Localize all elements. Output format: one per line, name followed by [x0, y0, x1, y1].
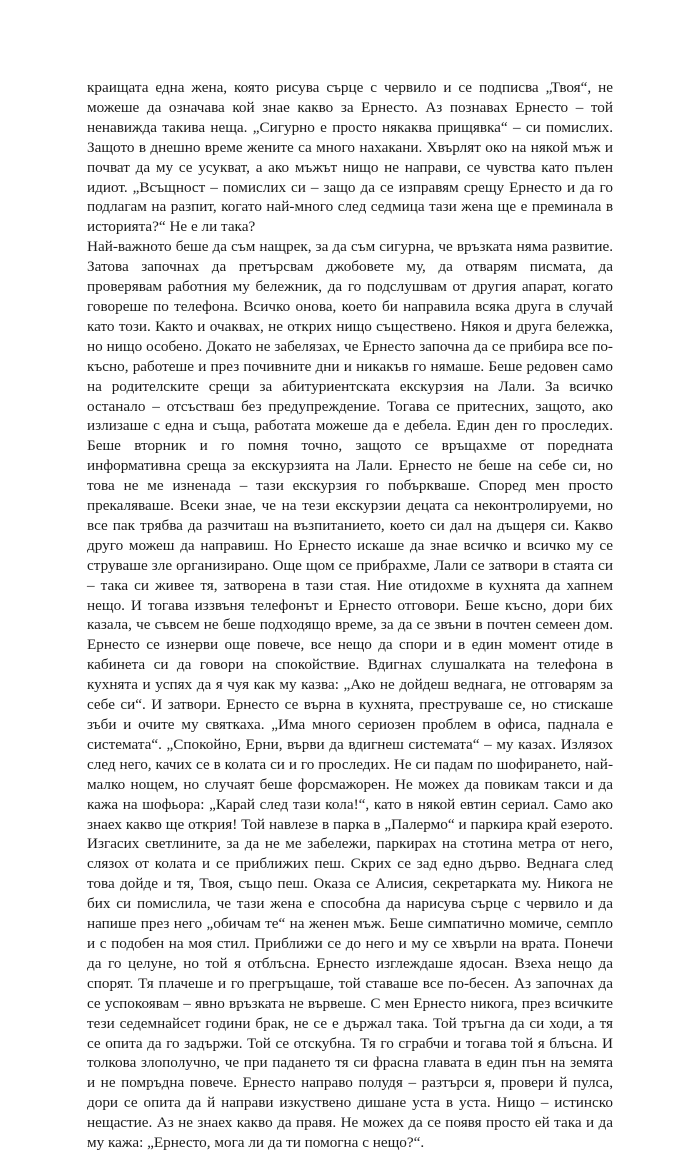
paragraph-1: краищата една жена, която рисува сърце с червило и се подписва „Твоя“, не можеше да означава кой знае какво за Ернесто. Аз познавах Ернесто – той ненавижда такива неща. „Сигурно е просто някаква прищявка“ – си помислих. Защото в днешно време жените са много нахакани. Хвърлят око на някой мъж и почват да му се усукват, а ако мъжът нищо не направи, се чувства като пълен идиот. „Всъщност – помислих си – защо да се изправям срещу Ернесто и да го подлагам на разпит, когато най-много след седмица тази жена ще е преминала в историята?“ Не е ли така?	[87, 79, 613, 236]
paragraph-2: Най-важното беше да съм нащрек, за да съм сигурна, че връзката няма развитие. Затова започнах да претърсвам джобовете му, да отварям писмата, да проверявам работния му бележник, да го подслушвам от другия апарат, когато говореше по телефона. Всичко онова, което би направила всяка друга в случай като този. Както и очаквах, не открих нищо съществено. Някоя и друга бележка, но нищо особено. Докато не забелязах, че Ернесто започна да се прибира все по-късно, работеше и през почивните дни и никакъв го нямаше. Беше редовен само на родителските срещи за абитуриентската екскурзия на Лали. За всичко останало – отсъстваш без предупреждение. Тогава се притесних, защото, ако излизаше с една и съща, работата можеше да е дебела. Един ден го проследих. Беше вторник и го помня точно, защото се връщахме от поредната информативна среща за екскурзията на Лали. Ернесто не беше на себе си, но това не ме изненада – тази екскурзия го побъркваше. Според мен просто прекаляваше. Всеки знае, че на тези екскурзии децата са неконтролируеми, но все пак трябва да разчиташ на възпитанието, което си дал на дъщеря си. Какво друго можеш да направиш. Но Ернесто искаше да знае всичко и всичко му се струваше зле организирано. Още щом се прибрахме, Лали се затвори в стаята си – така си живее тя, затворена в тази стая. Ние отидохме в кухнята да хапнем нещо. И тогава иззвъня телефонът и Ернесто отговори. Беше късно, дори бих казала, че съвсем не беше подходящо време, за да се звъни в почтен семеен дом. Ернесто се изнерви още повече, все нещо да спори и в един момент отиде в кабинета си да говори на спокойствие. Вдигнах слушалката на телефона в кухнята и успях да я чуя как му казва: „Ако не дойдеш веднага, не отговарям за себе си“. И затвори. Ернесто се върна в кухнята, преструваше се, но стискаше зъби и очите му святкаха. „Има много сериозен проблем в офиса, паднала е системата“. „Спокойно, Ерни, върви да вдигнеш системата“ – му казах. Излязох след него, качих се в колата си и го проследих. Не си падам по шофирането, най-малко нощем, но случаят беше форсмажорен. Не можех да повикам такси и да кажа на шофьора: „Карай след тази кола!“, като в някой евтин сериал. Само ако знаех какво ще открия! Той навлезе в парка в „Палермо“ и паркира край езерото. Изгасих светлините, за да не ме забележи, паркирах на стотина метра от него, слязох от колата и се приближих пеш. Скрих се зад едно дърво. Веднага след това дойде и тя, Твоя, също пеш. Оказа се Алисия, секретарката му. Никога не бих си помислила, че тази жена е способна да нарисува сърце с червило и да напише през него „обичам те“ на женен мъж. Беше симпатично момиче, семпло и с подобен на моя стил. Приближи се до него и му се хвърли на врата. Понечи да го целуне, но той я отблъсна. Ернесто изглеждаше ядосан. Взеха нещо да спорят. Тя плачеше и го прегръщаше, той ставаше все по-бесен. Аз започнах да се успокоявам – явно връзката не вървеше. С мен Ернесто никога, през всичките тези седемнайсет години брак, не се е държал така. Той тръгна да си ходи, а тя се опита да го задържи. Той се отскубна. Тя го сграбчи и тогава той я блъсна. И толкова злополучно, че при падането тя си фрасна главата в един пън на земята и не помръдна повече. Ернесто направо полудя – разтърси я, провери й пулса, дори се опита да й направи изкуствено дишане уста в уста. Нищо – истинско нещастие. Аз не знаех какво да правя. Не можех да се появя просто ей така и да му кажа: „Ернесто, мога ли да ти помогна с нещо?“.	[87, 238, 613, 1152]
body-text	[87, 78, 613, 1153]
